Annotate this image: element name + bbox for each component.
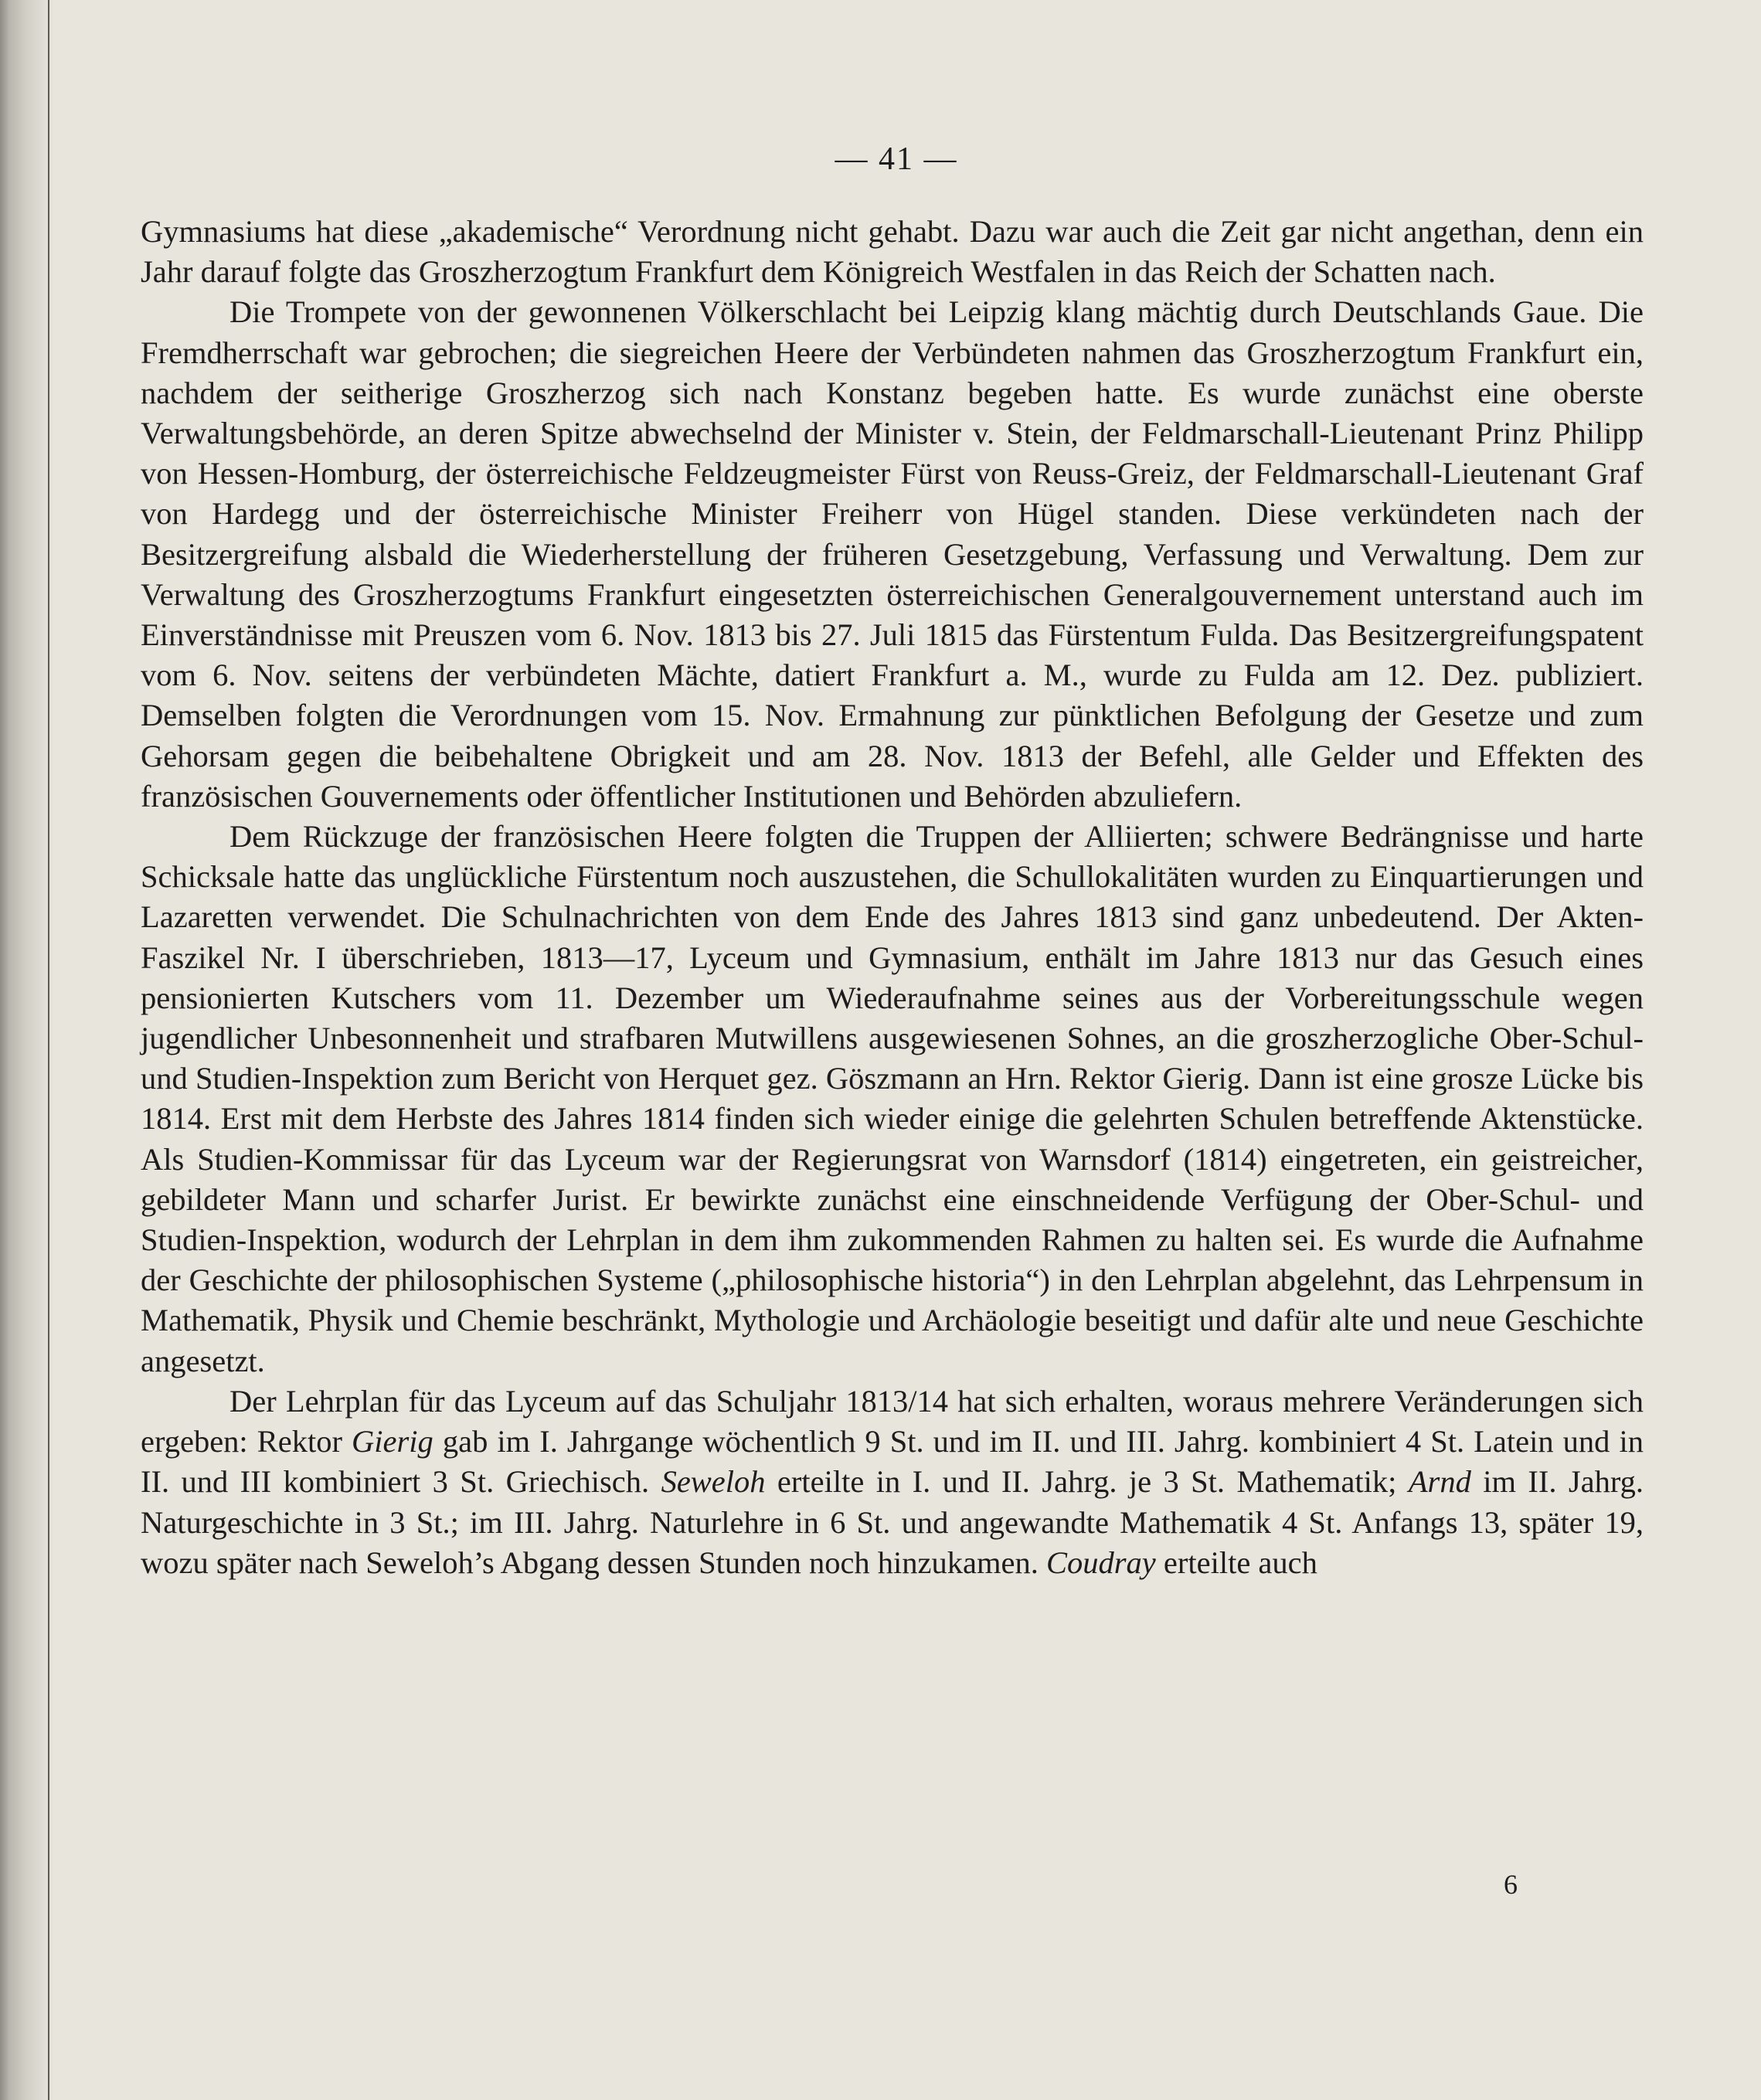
paragraph-1-text: Gymnasiums hat diese „akademische“ Verordnung nicht gehabt. Dazu war auch die Zeit gar nicht angethan, denn ein Jahr darauf folgte das Groszherzogtum Frankfurt dem Königreich Westfalen in das Reich der Schatten nach. [141,214,1644,290]
teacher-name-seweloh: Seweloh [661,1464,766,1500]
page-body-text [141,212,1644,1583]
teacher-name-gierig: Gierig [352,1424,433,1459]
paragraph-4-text-part-4: im II. Jahrg. Naturgeschichte in 3 St.; im III. Jahrg. Naturlehre in 6 St. und angewandte Mathematik 4 St. Anfangs 13, später 19, wozu später nach Seweloh’s Abgang dessen Stunden noch hinzukamen. [141,1464,1644,1580]
paragraph-1 [141,212,1644,292]
printer-signature-mark: 6 [1504,1869,1518,1900]
paragraph-4-text-part-5: erteilte auch [1155,1544,1317,1580]
paragraph-3 [141,817,1644,1381]
paragraph-3-text: Dem Rückzuge der französischen Heere folgten die Truppen der Alliierten; schwere Bedrängnisse und harte Schicksale hatte das unglückliche Fürstentum noch auszustehen, die Schullokalitäten wurden zu Einquartierungen und Lazaretten verwendet. Die Schulnachrichten von dem Ende des Jahres 1813 sind ganz unbedeutend. Der Akten-Faszikel Nr. I überschrieben, 1813—17, Lyceum und Gymnasium, enthält im Jahre 1813 nur das Gesuch eines pensionierten Kutschers vom 11. Dezember um Wiederaufnahme seines aus der Vorbereitungsschule wegen jugendlicher Unbesonnenheit und strafbaren Mutwillens ausgewiesenen Sohnes, an die groszherzogliche Ober-Schul- und Studien-Inspektion zum Bericht von Herquet gez. Göszmann an Hrn. Rektor Gierig. Dann ist eine grosze Lücke bis 1814. Erst mit dem Herbste des Jahres 1814 finden sich wieder einige die gelehrten Schulen betreffende Aktenstücke. Als Studien-Kommissar für das Lyceum war der Regierungsrat von Warnsdorf (1814) eingetreten, ein geistreicher, gebildeter Mann und scharfer Jurist. Er bewirkte zunächst eine einschneidende Verfügung der Ober-Schul- und Studien-Inspektion, wodurch der Lehrplan in dem ihm zukommenden Rahmen zu halten sei. Es wurde die Aufnahme der Geschichte der philosophischen Systeme („philosophische historia“) in den Lehrplan abgelehnt, das Lehrpensum in Mathematik, Physik und Chemie beschränkt, Mythologie und Archäologie beseitigt und dafür alte und neue Geschichte angesetzt. [141,819,1644,1378]
teacher-name-arnd: Arnd [1408,1464,1471,1500]
page-number: — 41 — [835,141,958,177]
paragraph-4-text-part-1: Der Lehrplan für das Lyceum auf das Schuljahr 1813/14 hat sich erhalten, woraus mehrere Veränderungen sich ergeben: Rektor [141,1383,1644,1459]
teacher-name-coudray: Coudray [1046,1544,1156,1580]
paragraph-4-text-part-3: erteilte in I. und II. Jahrg. je 3 St. Mathematik; [765,1464,1409,1500]
paragraph-4 [141,1381,1644,1583]
paragraph-2 [141,292,1644,817]
book-binding-edge [48,0,49,2100]
paragraph-4-text-part-2: gab im I. Jahrgange wöchentlich 9 St. und im II. und III. Jahrg. kombiniert 4 St. Latein und in II. und III kombiniert 3 St. Griechisch. [141,1424,1644,1500]
paragraph-2-text: Die Trompete von der gewonnenen Völkerschlacht bei Leipzig klang mächtig durch Deutschlands Gaue. Die Fremdherrschaft war gebrochen; die siegreichen Heere der Verbündeten nahmen das Groszherzogtum Frankfurt ein, nachdem der seitherige Groszherzog sich nach Konstanz begeben hatte. Es wurde zunächst eine oberste Verwaltungsbehörde, an deren Spitze abwechselnd der Minister v. Stein, der Feldmarschall-Lieutenant Prinz Philipp von Hessen-Homburg, der österreichische Feldzeugmeister Fürst von Reuss-Greiz, der Feldmarschall-Lieutenant Graf von Hardegg und der österreichische Minister Freiherr von Hügel standen. Diese verkündeten nach der Besitzergreifung alsbald die Wiederherstellung der früheren Gesetzgebung, Verfassung und Verwaltung. Dem zur Verwaltung des Groszherzogtums Frankfurt eingesetzten österreichischen Generalgouvernement unterstand auch im Einverständnisse mit Preuszen vom 6. Nov. 1813 bis 27. Juli 1815 das Fürstentum Fulda. Das Besitzergreifungspatent vom 6. Nov. seitens der verbündeten Mächte, datiert Frankfurt a. M., wurde zu Fulda am 12. Dez. publiziert. Demselben folgten die Verordnungen vom 15. Nov. Ermahnung zur pünktlichen Befolgung der Gesetze und zum Gehorsam gegen die beibehaltene Obrigkeit und am 28. Nov. 1813 der Befehl, alle Gelder und Effekten des französischen Gouvernements oder öffentlicher Institutionen und Behörden abzuliefern. [141,294,1644,814]
book-binding-shadow [0,0,54,2100]
